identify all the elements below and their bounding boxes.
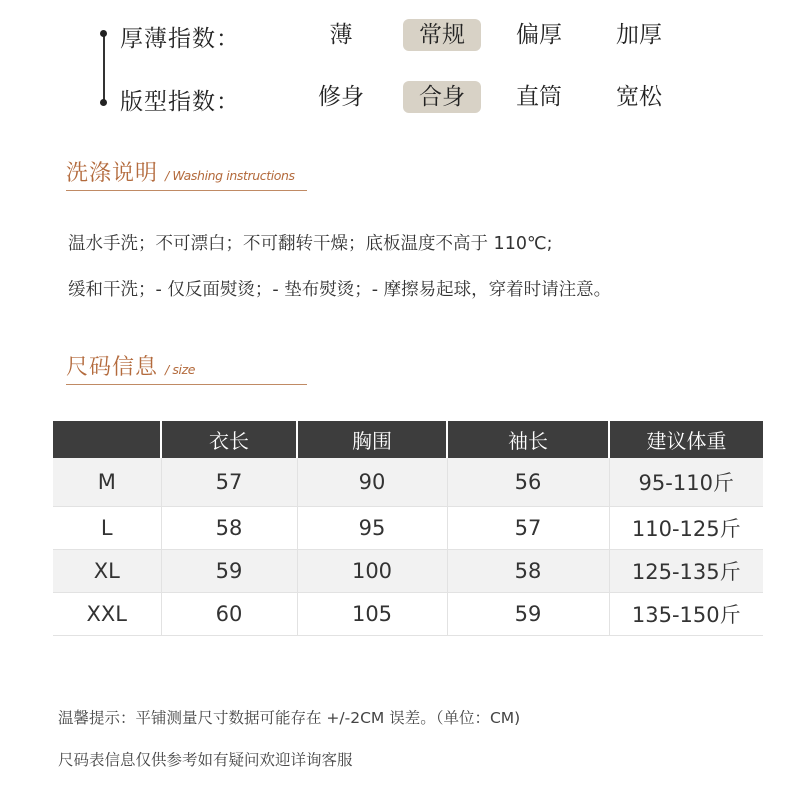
size-cell: XL bbox=[53, 549, 161, 592]
weight-cell: 95-110斤 bbox=[609, 458, 763, 506]
fit-option-straight: 直筒 bbox=[516, 84, 562, 110]
thickness-index-label: 厚薄指数： bbox=[120, 26, 240, 52]
index-bullet-thickness bbox=[100, 30, 107, 37]
thickness-option-regular: 常规 bbox=[403, 19, 481, 51]
washing-title-underline bbox=[66, 190, 307, 191]
size-cell: M bbox=[53, 458, 161, 506]
length-cell: 58 bbox=[161, 506, 297, 549]
table-row bbox=[53, 592, 763, 635]
size-table bbox=[53, 421, 763, 636]
fit-index-label: 版型指数： bbox=[120, 89, 240, 115]
weight-cell: 135-150斤 bbox=[609, 592, 763, 635]
table-row bbox=[53, 506, 763, 549]
weight-cell: 125-135斤 bbox=[609, 549, 763, 592]
size-table-header-row bbox=[53, 421, 763, 458]
size-title-cn: 尺码信息 bbox=[66, 355, 159, 380]
sleeve-cell: 56 bbox=[447, 458, 609, 506]
table-row bbox=[53, 549, 763, 592]
size-header-size bbox=[53, 421, 161, 458]
size-title-underline bbox=[66, 384, 307, 385]
length-cell: 60 bbox=[161, 592, 297, 635]
sleeve-cell: 57 bbox=[447, 506, 609, 549]
size-header-length: 衣长 bbox=[161, 421, 297, 458]
fit-option-regular: 合身 bbox=[403, 81, 481, 113]
size-header-chest: 胸围 bbox=[297, 421, 447, 458]
index-bullet-fit bbox=[100, 99, 107, 106]
weight-cell: 110-125斤 bbox=[609, 506, 763, 549]
chest-cell: 105 bbox=[297, 592, 447, 635]
thickness-option-thin: 薄 bbox=[329, 22, 353, 48]
fit-option-slim: 修身 bbox=[318, 84, 364, 110]
washing-line-1: 温水手洗；不可漂白；不可翻转干燥；底板温度不高于 110℃; bbox=[68, 234, 553, 254]
table-row bbox=[53, 458, 763, 506]
chest-cell: 90 bbox=[297, 458, 447, 506]
thickness-option-thick: 偏厚 bbox=[516, 22, 562, 48]
index-connector-line bbox=[103, 36, 105, 100]
fit-option-loose: 宽松 bbox=[616, 84, 662, 110]
washing-section-title bbox=[66, 156, 295, 187]
length-cell: 59 bbox=[161, 549, 297, 592]
size-section-title bbox=[66, 350, 195, 381]
washing-title-en: / Washing instructions bbox=[165, 168, 295, 183]
measurement-tip: 温馨提示：平铺测量尺寸数据可能存在 +/-2CM 误差。（单位：CM) bbox=[58, 709, 521, 727]
washing-title-cn: 洗涤说明 bbox=[66, 161, 159, 186]
size-cell: L bbox=[53, 506, 161, 549]
sleeve-cell: 58 bbox=[447, 549, 609, 592]
thickness-option-extra-thick: 加厚 bbox=[616, 22, 662, 48]
chest-cell: 95 bbox=[297, 506, 447, 549]
size-cell: XXL bbox=[53, 592, 161, 635]
size-header-weight: 建议体重 bbox=[609, 421, 763, 458]
length-cell: 57 bbox=[161, 458, 297, 506]
chest-cell: 100 bbox=[297, 549, 447, 592]
size-header-sleeve: 袖长 bbox=[447, 421, 609, 458]
washing-line-2: 缓和干洗；- 仅反面熨烫；- 垫布熨烫；- 摩擦易起球，穿着时请注意。 bbox=[68, 280, 612, 300]
size-title-en: / size bbox=[165, 362, 196, 377]
sleeve-cell: 59 bbox=[447, 592, 609, 635]
size-reference-note: 尺码表信息仅供参考如有疑问欢迎详询客服 bbox=[58, 751, 353, 769]
